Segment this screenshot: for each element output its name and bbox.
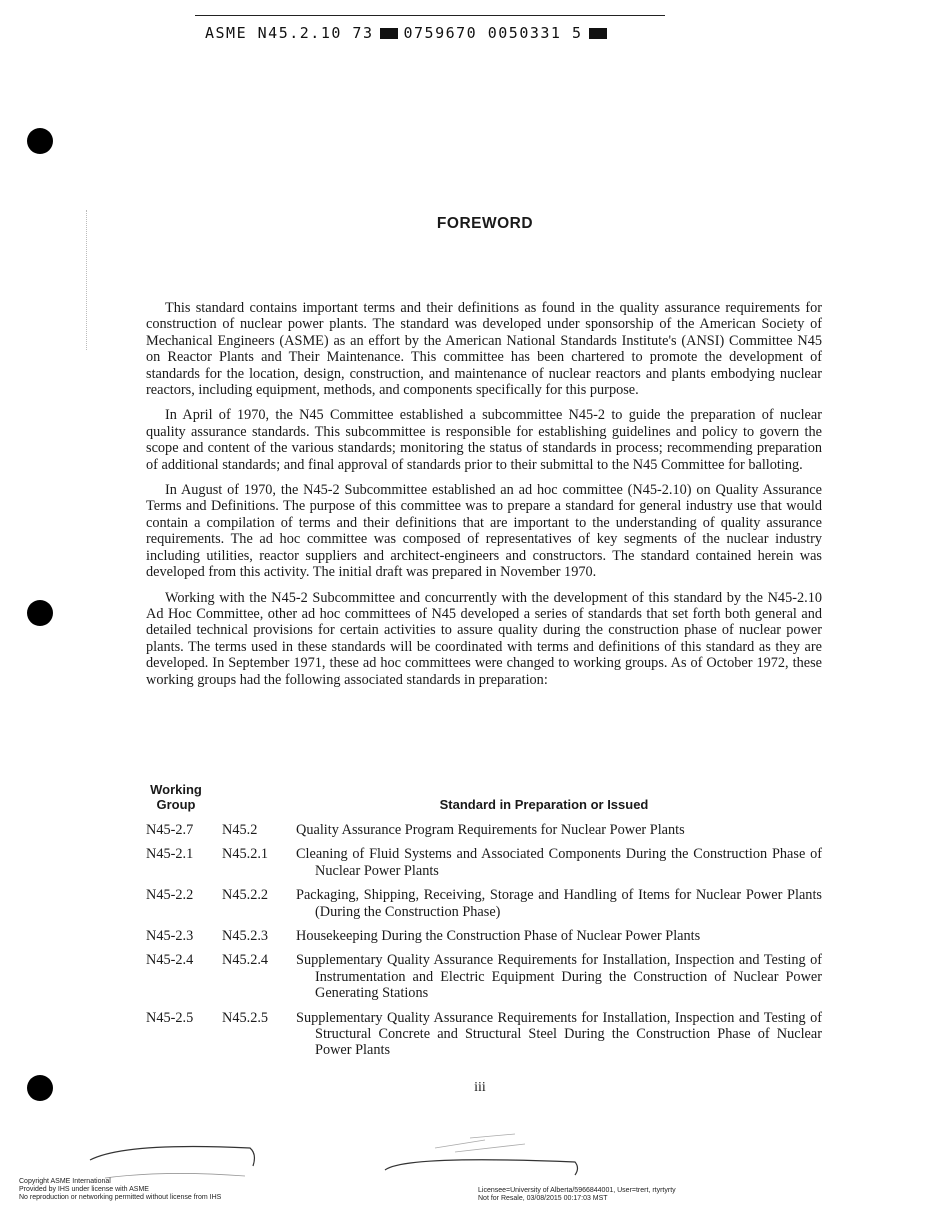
cell-group: N45-2.2 <box>146 887 194 904</box>
table-row <box>146 952 822 1001</box>
cell-group: N45-2.3 <box>146 928 194 945</box>
footer-licensee <box>478 1187 676 1203</box>
paragraph: In August of 1970, the N45-2 Subcommittee established an ad hoc committee (N45-2.10) on Quality Assurance Terms and Definitions. The purpose of this committee was to prepare a standard for general industry use that would contain a compilation of terms and their definitions that are important to the understanding of quality assurance requirements. The ad hoc committee was composed of representatives of key segments of the nuclear industry including utilities, reactor suppliers and architect-engineers and constructors. The standard contained herein was developed from this activity. The initial draft was prepared in November 1970. <box>146 482 822 581</box>
footer-resale-line: Not for Resale, 03/08/2015 00:17:03 MST <box>478 1195 608 1202</box>
table-row <box>146 887 822 920</box>
document-code-header <box>205 24 613 42</box>
header-code-left: ASME N45.2.10 73 <box>205 24 374 42</box>
cell-group: N45-2.4 <box>146 952 194 969</box>
paragraph: In April of 1970, the N45 Committee established a subcommittee N45-2 to guide the preparation of nuclear quality assurance standards. This subcommittee is responsible for establishing guidelines and policy to govern the scope and content of the various standards; monitoring the status of standards in process; recommending preparation of additional standards; and final approval of standards prior to their submittal to the N45 Committee for balloting. <box>146 407 822 473</box>
punch-hole-icon <box>27 128 53 154</box>
paragraph: This standard contains important terms and their definitions as found in the quality assurance requirements for construction of nuclear power plants. The standard was developed under sponsorship of the American Society of Mechanical Engineers (ASME) as an effort by the American National Standards Institute's (ANSI) Committee N45 on Reactor Plants and Their Maintenance. This committee has been chartered to promote the development of standards for the location, design, construction, and maintenance of nuclear reactors and plants embodying nuclear reactors, including equipment, methods, and components specifically for this purpose. <box>146 300 822 399</box>
table-row <box>146 846 822 879</box>
table-row <box>146 1010 822 1059</box>
header-standard: Standard in Preparation or Issued <box>439 797 649 812</box>
cell-standard: N45.2.3 <box>222 928 269 945</box>
foreword-body <box>146 300 822 697</box>
footer-licensee-line: Licensee=University of Alberta/5966844001, User=trert, rtyrtyrty <box>478 1187 676 1194</box>
table-row <box>146 928 822 944</box>
cell-group: N45-2.5 <box>146 1009 194 1026</box>
cell-title: Cleaning of Fluid Systems and Associated Components During the Construction Phase of Nuclear Power Plants <box>296 846 822 879</box>
cell-title: Housekeeping During the Construction Phase of Nuclear Power Plants <box>296 928 701 945</box>
cell-title: Packaging, Shipping, Receiving, Storage and Handling of Items for Nuclear Power Plants (During the Construction Phase) <box>296 887 822 920</box>
header-working-group: Working Group <box>150 782 202 812</box>
page-title: FOREWORD <box>436 215 534 232</box>
table-row <box>146 822 822 838</box>
cell-standard: N45.2.2 <box>222 887 269 904</box>
redaction-block-icon <box>589 28 607 39</box>
cell-standard: N45.2.1 <box>222 846 269 863</box>
cell-title: Quality Assurance Program Requirements for Nuclear Power Plants <box>296 822 685 838</box>
paragraph: Working with the N45-2 Subcommittee and concurrently with the development of this standard by the N45-2.10 Ad Hoc Committee, other ad hoc committees of N45 developed a series of standards that set forth both general and detailed technical provisions for certain activities to assure quality during the construction phase of nuclear power plants. The terms used in these standards will be coordinated with terms and definitions of this standard as they are developed. In September 1971, these ad hoc committees were changed to working groups. As of October 1972, these working groups had the following associated standards in preparation: <box>146 589 822 688</box>
header-code-right: 0759670 0050331 5 <box>403 24 583 42</box>
cell-standard: N45.2 <box>222 822 258 838</box>
footer-copyright-line: Copyright ASME International <box>19 1178 111 1185</box>
footer-reproduction-line: No reproduction or networking permitted without license from IHS <box>19 1194 222 1201</box>
cell-title: Supplementary Quality Assurance Requirements for Installation, Inspection and Testing of Instrumentation and Electric Equipment During the Construction of Nuclear Power Generating Stations <box>296 952 822 1002</box>
scan-artifact-right <box>375 1130 585 1180</box>
page-number: iii <box>474 1080 486 1095</box>
standards-table <box>146 782 822 1067</box>
punch-hole-icon <box>27 600 53 626</box>
footer-copyright <box>19 1178 221 1202</box>
header-rule <box>195 15 665 16</box>
cell-title: Supplementary Quality Assurance Requirements for Installation, Inspection and Testing of Structural Concrete and Structural Steel During the Construction Phase of Nuclear Power Plants <box>296 1009 822 1059</box>
footer-license-line: Provided by IHS under license with ASME <box>19 1186 149 1193</box>
cell-standard: N45.2.4 <box>222 952 269 969</box>
cell-group: N45-2.1 <box>146 846 194 863</box>
table-header <box>146 782 822 812</box>
cell-standard: N45.2.5 <box>222 1009 269 1026</box>
redaction-block-icon <box>380 28 398 39</box>
cell-group: N45-2.7 <box>146 822 194 838</box>
